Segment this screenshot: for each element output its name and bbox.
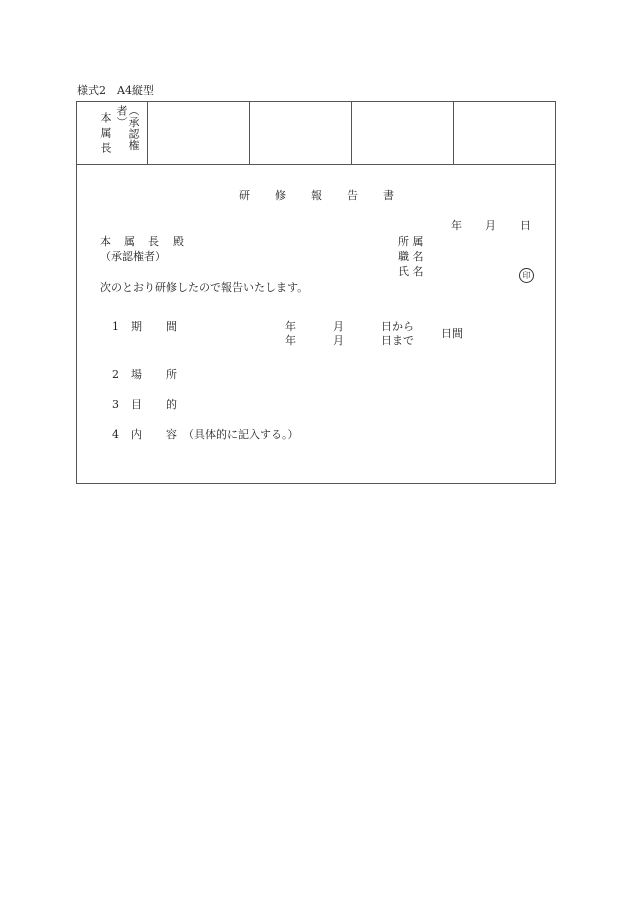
approval-seal-cell-1[interactable] bbox=[147, 102, 148, 164]
addressee-char-2: 属 bbox=[124, 235, 135, 248]
report-title-char-4: 告 bbox=[347, 189, 358, 202]
item-4-note: （具体的に記入する。） bbox=[183, 428, 299, 441]
item-2-number: 2 bbox=[112, 368, 119, 381]
period-end-month: 月 bbox=[333, 334, 344, 347]
report-title-char-5: 書 bbox=[383, 189, 394, 202]
department-head-label: 本属長 bbox=[99, 112, 112, 157]
report-title-char-2: 修 bbox=[275, 189, 286, 202]
date-month: 月 bbox=[485, 219, 496, 232]
report-title-char-1: 研 bbox=[239, 189, 250, 202]
date-year: 年 bbox=[451, 219, 462, 232]
sender-name-label: 氏 名 bbox=[398, 265, 424, 278]
item-2-label-b: 所 bbox=[166, 368, 177, 381]
item-3-label-b: 的 bbox=[166, 398, 177, 411]
addressee-char-4: 殿 bbox=[173, 235, 184, 248]
addressee-char-1: 本 bbox=[100, 235, 111, 248]
seal-mark: 印 bbox=[519, 268, 534, 283]
date-day: 日 bbox=[520, 219, 531, 232]
report-title-char-3: 報 bbox=[311, 189, 322, 202]
approval-table bbox=[76, 101, 556, 165]
approver-title: （承認権者） bbox=[115, 105, 140, 151]
period-to: 日まで bbox=[381, 334, 414, 347]
period-days: 日間 bbox=[441, 327, 463, 340]
item-1-number: 1 bbox=[112, 320, 119, 333]
approval-seal-cell-4[interactable] bbox=[453, 102, 454, 164]
item-3-label-a: 目 bbox=[131, 398, 142, 411]
item-3-number: 3 bbox=[112, 398, 119, 411]
report-box bbox=[76, 164, 556, 484]
addressee-approver: （承認権者） bbox=[100, 250, 166, 263]
addressee-char-3: 長 bbox=[148, 235, 159, 248]
period-start-month: 月 bbox=[333, 320, 344, 333]
form-label: 様式2 A4縦型 bbox=[77, 84, 154, 97]
sender-position-label: 職 名 bbox=[398, 250, 424, 263]
item-4-label-a: 内 bbox=[131, 428, 142, 441]
period-from: 日から bbox=[381, 320, 414, 333]
intro-text: 次のとおり研修したので報告いたします。 bbox=[100, 281, 309, 294]
item-2-label-a: 場 bbox=[131, 368, 142, 381]
period-start-year: 年 bbox=[285, 320, 296, 333]
period-end-year: 年 bbox=[285, 334, 296, 347]
item-1-label-b: 間 bbox=[166, 320, 177, 333]
sender-affiliation-label: 所 属 bbox=[398, 235, 424, 248]
item-4-label-b: 容 bbox=[166, 428, 177, 441]
approval-seal-cell-2[interactable] bbox=[249, 102, 250, 164]
seal-icon bbox=[519, 263, 534, 283]
item-1-label-a: 期 bbox=[131, 320, 142, 333]
approval-seal-cell-3[interactable] bbox=[351, 102, 352, 164]
item-4-number: 4 bbox=[112, 428, 119, 441]
